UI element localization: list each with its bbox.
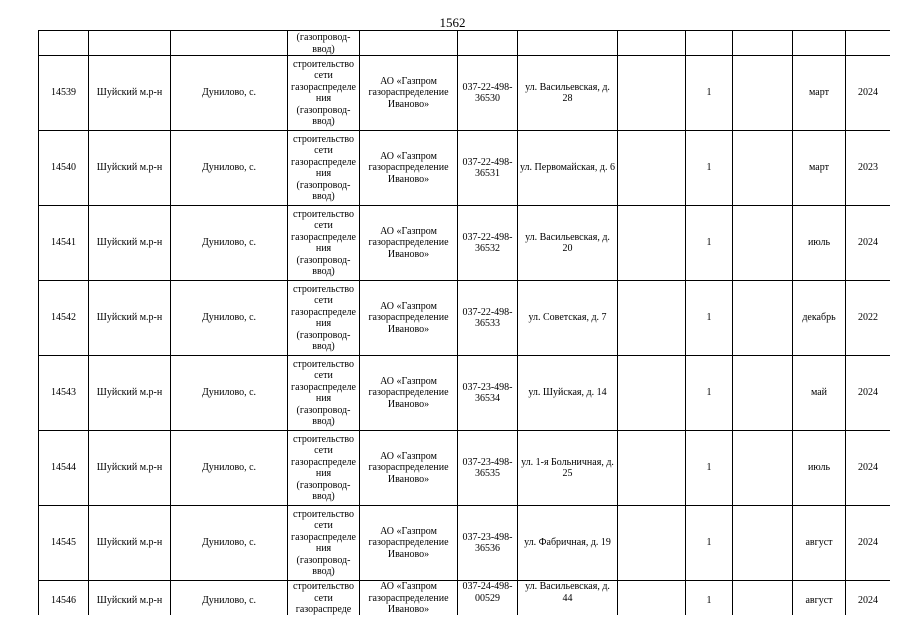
cell-address: ул. Васильевская, д. 20 <box>518 206 618 281</box>
cell-address: ул. Советская, д. 7 <box>518 281 618 356</box>
cell-empty <box>733 356 793 431</box>
cell-district: Шуйский м.р-н <box>89 281 171 356</box>
cell-empty <box>618 506 686 581</box>
cell-work-type: строительство сети газораспределения (газопровод-ввод) <box>288 131 360 206</box>
registry-table <box>38 30 890 615</box>
cell-empty <box>618 31 686 56</box>
cell-address: ул. Шуйская, д. 14 <box>518 356 618 431</box>
cell-work-type: строительство сети газораспределения (газопровод-ввод) <box>288 206 360 281</box>
cell-locality: Дунилово, с. <box>171 431 288 506</box>
cell-locality: Дунилово, с. <box>171 206 288 281</box>
table-row <box>39 356 891 431</box>
cell-locality <box>171 31 288 56</box>
cell-number: 14540 <box>39 131 89 206</box>
cell-empty <box>733 506 793 581</box>
cell-year: 2024 <box>846 581 891 616</box>
cell-number <box>39 31 89 56</box>
cell-organization <box>360 31 458 56</box>
cell-month: июль <box>793 206 846 281</box>
cell-code: 037-22-498-36533 <box>458 281 518 356</box>
cell-month <box>793 31 846 56</box>
cell-address: ул. 1-я Больничная, д. 25 <box>518 431 618 506</box>
cell-code: 037-22-498-36530 <box>458 56 518 131</box>
cell-empty <box>733 31 793 56</box>
cell-code: 037-22-498-36532 <box>458 206 518 281</box>
table-row <box>39 56 891 131</box>
cell-year: 2024 <box>846 56 891 131</box>
page-number: 1562 <box>439 15 466 30</box>
cell-district: Шуйский м.р-н <box>89 431 171 506</box>
cell-month: июль <box>793 431 846 506</box>
cell-district <box>89 31 171 56</box>
cell-month: август <box>793 581 846 616</box>
cell-work-type: строительство сети газораспределения (газопровод-ввод) <box>288 431 360 506</box>
cell-year: 2024 <box>846 431 891 506</box>
cell-work-type: строительство сети газораспределения (газопровод-ввод) <box>288 356 360 431</box>
cell-organization: АО «Газпром газораспределение Иваново» <box>360 431 458 506</box>
cell-empty <box>733 206 793 281</box>
table-body <box>39 31 891 616</box>
cell-locality: Дунилово, с. <box>171 56 288 131</box>
cell-month: декабрь <box>793 281 846 356</box>
cell-address: ул. Васильевская, д. 28 <box>518 56 618 131</box>
cell-empty <box>618 431 686 506</box>
cell-organization: АО «Газпром газораспределение Иваново» <box>360 281 458 356</box>
cell-count: 1 <box>686 356 733 431</box>
cell-district: Шуйский м.р-н <box>89 206 171 281</box>
cell-count: 1 <box>686 281 733 356</box>
cell-organization: АО «Газпром газораспределение Иваново» <box>360 581 458 616</box>
cell-count: 1 <box>686 56 733 131</box>
cell-locality: Дунилово, с. <box>171 581 288 616</box>
cell-code: 037-23-498-36534 <box>458 356 518 431</box>
cell-number: 14543 <box>39 356 89 431</box>
cell-number: 14546 <box>39 581 89 616</box>
cell-count: 1 <box>686 206 733 281</box>
cell-empty <box>733 131 793 206</box>
cell-number: 14542 <box>39 281 89 356</box>
cell-organization: АО «Газпром газораспределение Иваново» <box>360 356 458 431</box>
cell-month: август <box>793 506 846 581</box>
cell-empty <box>733 581 793 616</box>
cell-district: Шуйский м.р-н <box>89 56 171 131</box>
cell-year: 2022 <box>846 281 891 356</box>
cell-empty <box>618 356 686 431</box>
cell-year: 2024 <box>846 506 891 581</box>
cell-count <box>686 31 733 56</box>
cell-work-type: строительство сети газораспределения (газопровод-ввод) <box>288 506 360 581</box>
table-row <box>39 131 891 206</box>
cell-work-type: строительство сети газораспределения (газопровод-ввод) <box>288 281 360 356</box>
cell-count: 1 <box>686 581 733 616</box>
cell-address: ул. Фабричная, д. 19 <box>518 506 618 581</box>
cell-year <box>846 31 891 56</box>
cell-work-type: строительство сети газораспределения (газопровод-ввод) <box>288 56 360 131</box>
cell-code: 037-24-498-00529 <box>458 581 518 616</box>
cell-locality: Дунилово, с. <box>171 131 288 206</box>
cell-organization: АО «Газпром газораспределение Иваново» <box>360 206 458 281</box>
cell-empty <box>618 56 686 131</box>
cell-number: 14544 <box>39 431 89 506</box>
registry-table-wrapper <box>38 30 890 615</box>
cell-empty <box>618 206 686 281</box>
cell-month: май <box>793 356 846 431</box>
cell-empty <box>733 56 793 131</box>
table-row <box>39 281 891 356</box>
cell-code <box>458 31 518 56</box>
cell-empty <box>733 281 793 356</box>
table-row <box>39 431 891 506</box>
cell-code: 037-23-498-36535 <box>458 431 518 506</box>
cell-empty <box>618 581 686 616</box>
cell-district: Шуйский м.р-н <box>89 506 171 581</box>
table-row <box>39 506 891 581</box>
cell-work-type: строительство сети газораспреде <box>288 581 360 616</box>
cell-organization: АО «Газпром газораспределение Иваново» <box>360 506 458 581</box>
table-row <box>39 206 891 281</box>
cell-organization: АО «Газпром газораспределение Иваново» <box>360 56 458 131</box>
cell-year: 2023 <box>846 131 891 206</box>
cell-district: Шуйский м.р-н <box>89 131 171 206</box>
cell-locality: Дунилово, с. <box>171 356 288 431</box>
cell-district: Шуйский м.р-н <box>89 581 171 616</box>
cell-district: Шуйский м.р-н <box>89 356 171 431</box>
cell-address: ул. Васильевская, д. 44 <box>518 581 618 616</box>
cell-code: 037-22-498-36531 <box>458 131 518 206</box>
cell-organization: АО «Газпром газораспределение Иваново» <box>360 131 458 206</box>
cell-count: 1 <box>686 431 733 506</box>
cell-month: март <box>793 131 846 206</box>
cell-address <box>518 31 618 56</box>
cell-year: 2024 <box>846 206 891 281</box>
cell-empty <box>618 281 686 356</box>
cell-count: 1 <box>686 131 733 206</box>
cell-month: март <box>793 56 846 131</box>
cell-work-type: (газопровод-ввод) <box>288 31 360 56</box>
cell-number: 14545 <box>39 506 89 581</box>
cell-empty <box>733 431 793 506</box>
cell-year: 2024 <box>846 356 891 431</box>
cell-count: 1 <box>686 506 733 581</box>
cell-number: 14539 <box>39 56 89 131</box>
cell-code: 037-23-498-36536 <box>458 506 518 581</box>
cell-number: 14541 <box>39 206 89 281</box>
cell-address: ул. Первомайская, д. 6 <box>518 131 618 206</box>
table-row-fragment-bottom <box>39 581 891 616</box>
table-row-fragment-top <box>39 31 891 56</box>
cell-empty <box>618 131 686 206</box>
cell-locality: Дунилово, с. <box>171 281 288 356</box>
cell-locality: Дунилово, с. <box>171 506 288 581</box>
